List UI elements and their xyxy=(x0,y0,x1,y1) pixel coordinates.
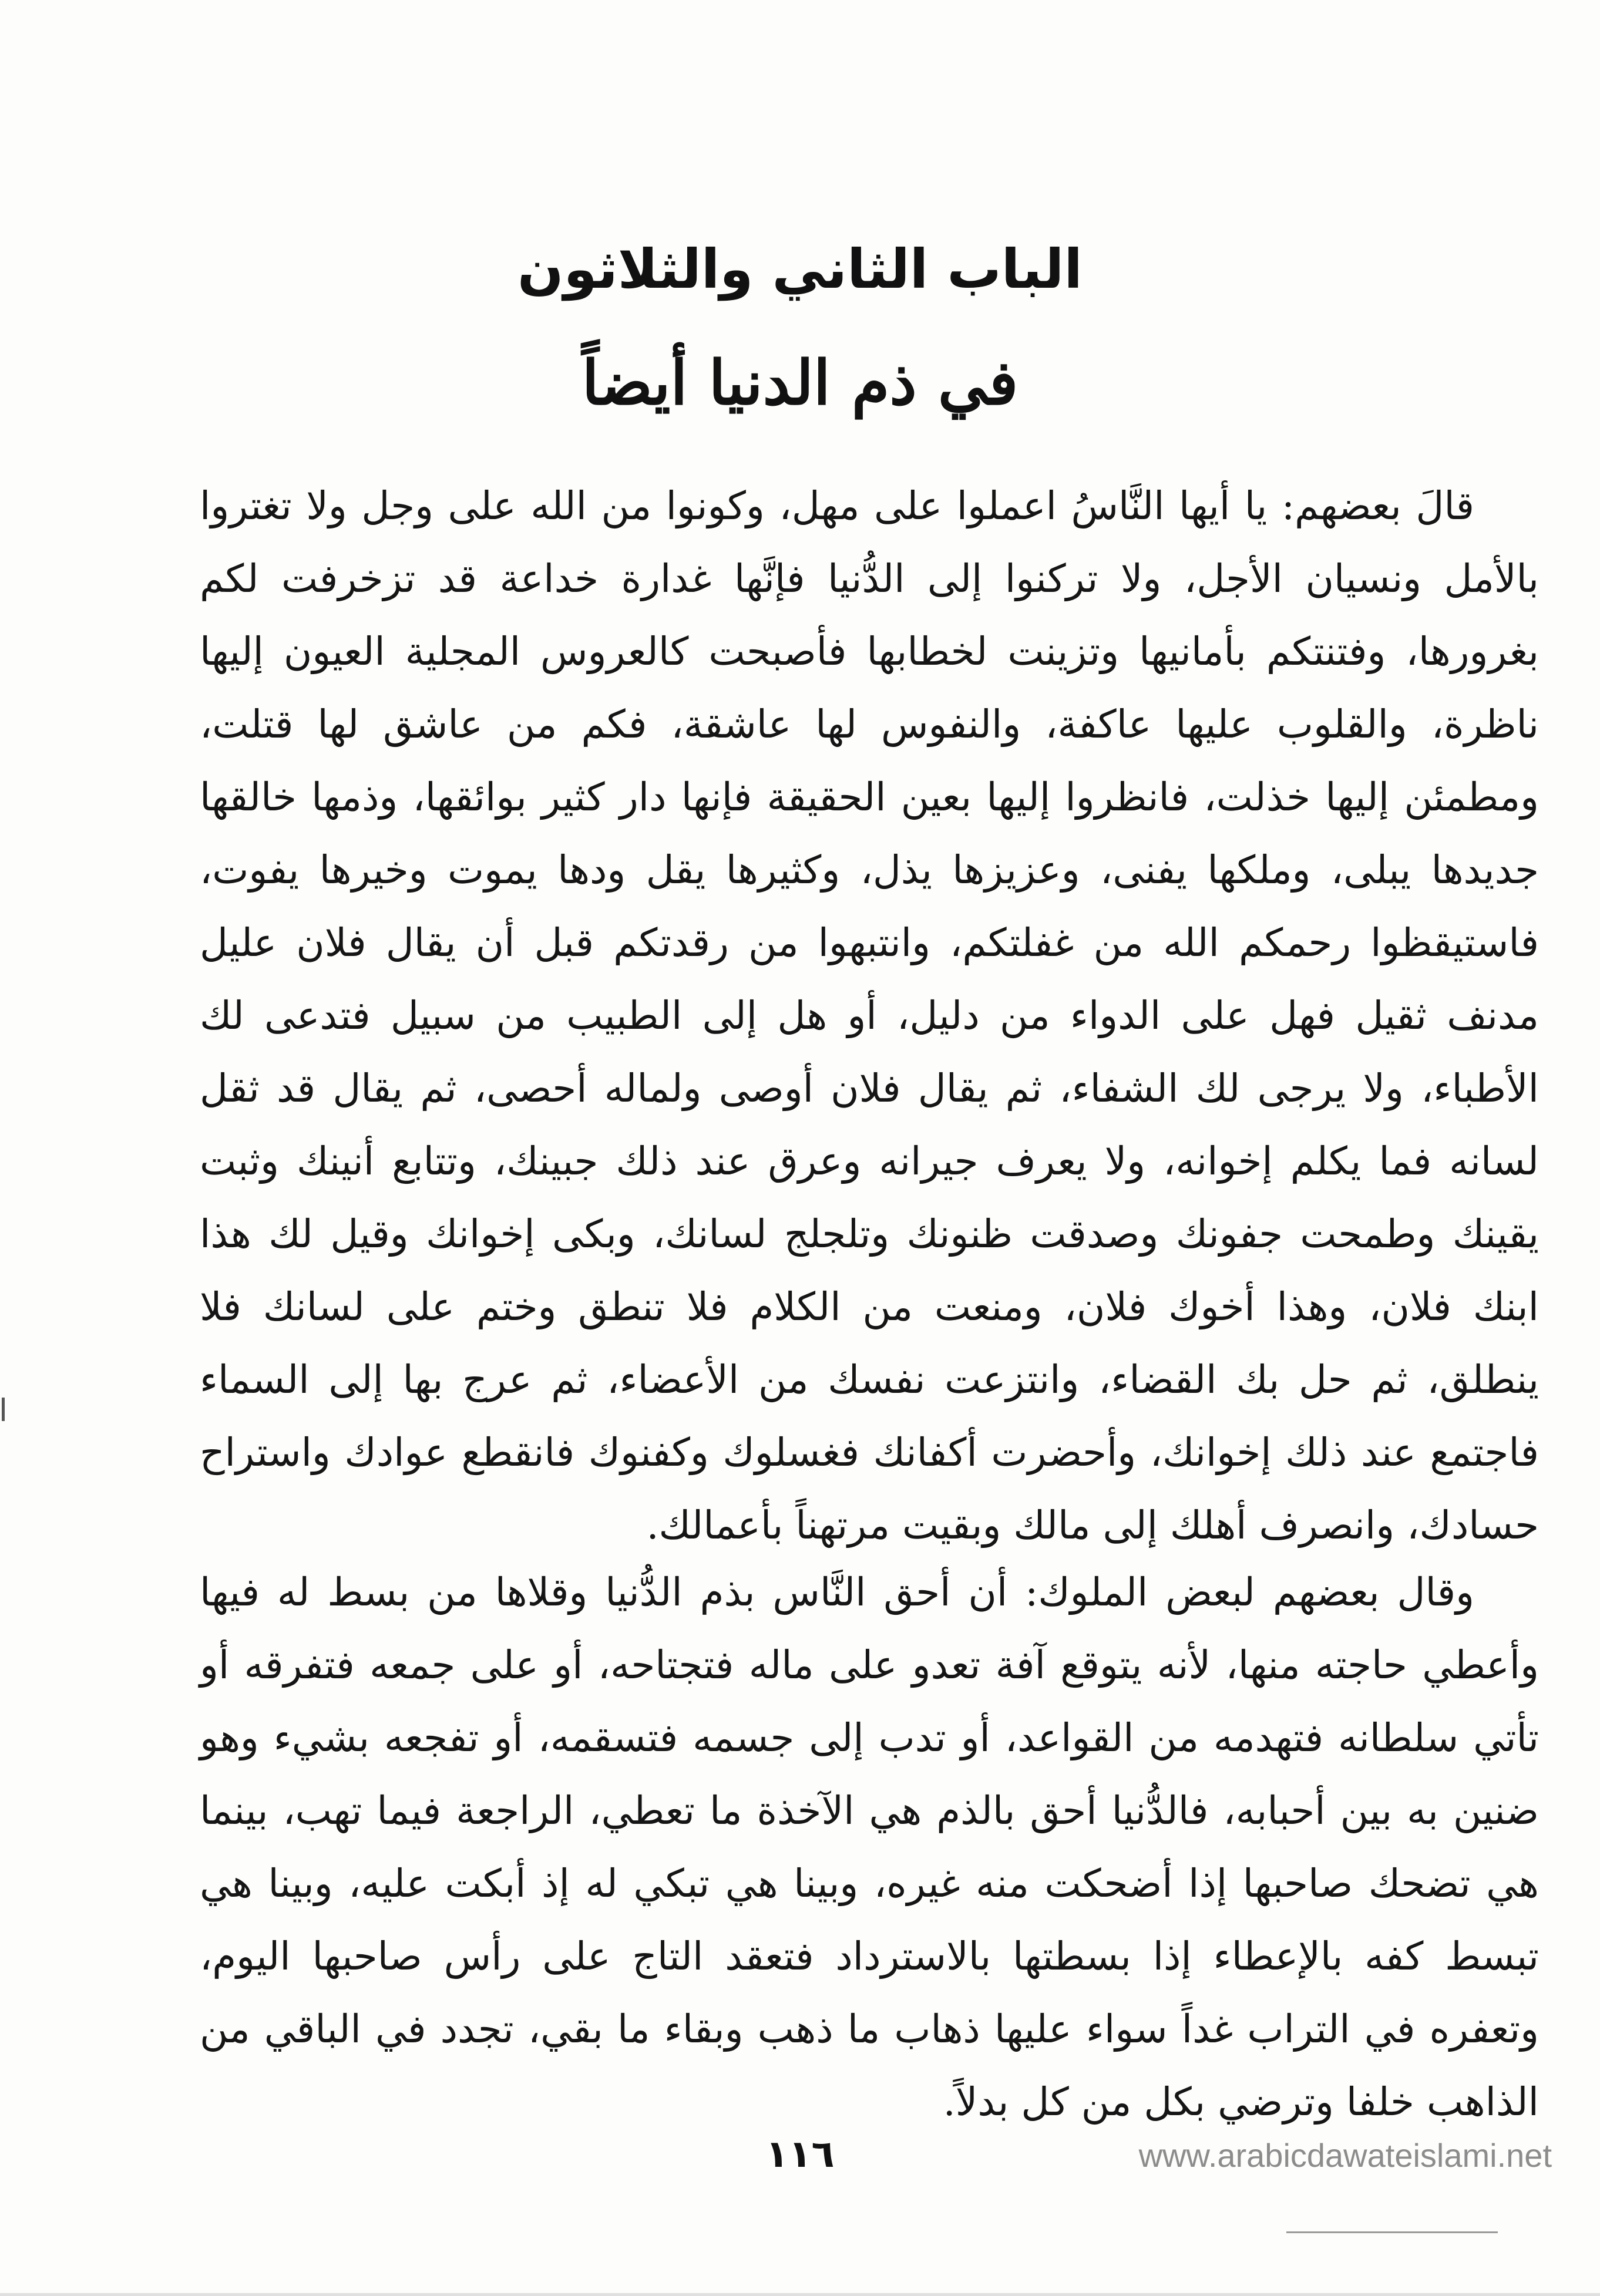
scan-artifact-bottom-line xyxy=(1286,2231,1498,2233)
scan-artifact-edge xyxy=(0,2293,1600,2296)
scan-artifact-left xyxy=(2,1398,5,1421)
chapter-title: في ذم الدنيا أيضاً xyxy=(581,346,1019,419)
chapter-heading: الباب الثاني والثلاثون xyxy=(517,238,1083,301)
watermark-url: www.arabicdawateislami.net xyxy=(1138,2137,1552,2174)
paragraph-2: وقال بعضهم لبعض الملوك: أن أحق النَّاس بذم الدُّنيا وقلاها من بسط له فيها وأعطي حاجته منها، لأنه يتوقع آفة تعدو على ماله فتجتاحه، أو على جمعه فتفرقه أو تأتي سلطانه فتهدمه من القواعد، أو تدب إلى جسمه فتسقمه، أو تفجعه بشيء وهو ضنين به بين أحبابه، فالدُّنيا أحق بالذم هي الآخذة ما تعطي، الراجعة فيما تهب، بينما هي تضحك صاحبها إذا أضحكت منه غيره، وبينا هي تبكي له إذ أبكت عليه، وبينا هي تبسط كفه بالإعطاء إذا بسطتها بالاسترداد فتعقد التاج على رأس صاحبها اليوم، وتعفره في التراب غداً سواء عليها ذهاب ما ذهب وبقاء ما بقي، تجدد في الباقي من الذاهب خلفا وترضي بكل من كل بدلاً. xyxy=(200,1570,1539,2125)
page-number: ١١٦ xyxy=(765,2133,835,2176)
paragraph-1: قالَ بعضهم: يا أيها النَّاسُ اعملوا على مهل، وكونوا من الله على وجل ولا تغتروا بالأمل ونسيان الأجل، ولا تركنوا إلى الدُّنيا فإنَّها غدارة خداعة قد تزخرفت لكم بغرورها، وفتنتكم بأمانيها وتزينت لخطابها فأصبحت كالعروس المجلية العيون إليها ناظرة، والقلوب عليها عاكفة، والنفوس لها عاشقة، فكم من عاشق لها قتلت، ومطمئن إليها خذلت، فانظروا إليها بعين الحقيقة فإنها دار كثير بوائقها، وذمها خالقها جديدها يبلى، وملكها يفنى، وعزيزها يذل، وكثيرها يقل ودها يموت وخيرها يفوت، فاستيقظوا رحمكم الله من غفلتكم، وانتبهوا من رقدتكم قبل أن يقال فلان عليل مدنف ثقيل فهل على الدواء من دليل، أو هل إلى الطبيب من سبيل فتدعى لك الأطباء، ولا يرجى لك الشفاء، ثم يقال فلان أوصى ولماله أحصى، ثم يقال قد ثقل لسانه فما يكلم إخوانه، ولا يعرف جيرانه وعرق عند ذلك جبينك، وتتابع أنينك وثبت يقينك وطمحت جفونك وصدقت ظنونك وتلجلج لسانك، وبكى إخوانك وقيل لك هذا ابنك فلان، وهذا أخوك فلان، ومنعت من الكلام فلا تنطق وختم على لسانك فلا ينطلق، ثم حل بك القضاء، وانتزعت نفسك من الأعضاء، ثم عرج بها إلى السماء فاجتمع عند ذلك إخوانك، وأحضرت أكفانك فغسلوك وكفنوك فانقطع عوادك واستراح حسادك، وانصرف أهلك إلى مالك وبقيت مرتهناً بأعمالك. xyxy=(200,483,1539,1548)
